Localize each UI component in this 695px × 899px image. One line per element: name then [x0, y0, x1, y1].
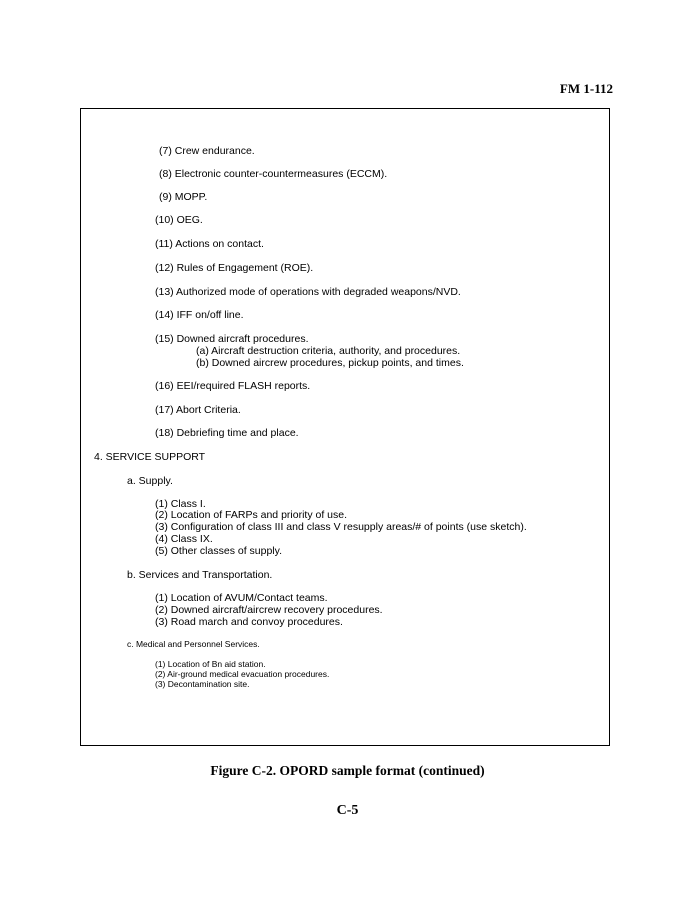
list-item: (4) Class IX.	[155, 533, 213, 545]
list-item: (5) Other classes of supply.	[155, 545, 283, 557]
list-item: (1) Class I.	[155, 498, 206, 510]
figure-caption: Figure C-2. OPORD sample format (continued)	[210, 763, 485, 778]
list-item: (12) Rules of Engagement (ROE).	[155, 262, 314, 274]
subsection-heading: c. Medical and Personnel Services.	[127, 639, 260, 649]
list-item: (7) Crew endurance.	[159, 145, 255, 157]
list-item: (11) Actions on contact.	[155, 238, 264, 250]
list-item: (14) IFF on/off line.	[155, 309, 244, 321]
subsection-heading: b. Services and Transportation.	[127, 569, 273, 581]
list-item: (3) Road march and convoy procedures.	[155, 616, 343, 628]
list-subitem: (a) Aircraft destruction criteria, authority, and procedures.	[196, 345, 461, 357]
list-item: (2) Location of FARPs and priority of use.	[155, 509, 348, 521]
list-item: (18) Debriefing time and place.	[155, 427, 299, 439]
section-heading: 4. SERVICE SUPPORT	[94, 451, 206, 463]
list-item: (9) MOPP.	[159, 191, 208, 203]
list-item: (1) Location of Bn aid station.	[155, 659, 266, 669]
list-item: (3) Decontamination site.	[155, 679, 250, 689]
list-item: (8) Electronic counter-countermeasures (ECCM).	[159, 168, 388, 180]
list-item: (1) Location of AVUM/Contact teams.	[155, 592, 328, 604]
document-id: FM 1-112	[559, 81, 613, 96]
list-item: (16) EEI/required FLASH reports.	[155, 380, 311, 392]
list-item: (2) Downed aircraft/aircrew recovery procedures.	[155, 604, 383, 616]
list-item: (13) Authorized mode of operations with degraded weapons/NVD.	[155, 286, 461, 298]
list-item: (15) Downed aircraft procedures.	[155, 333, 309, 345]
list-item: (10) OEG.	[155, 214, 203, 226]
list-item: (3) Configuration of class III and class V resupply areas/# of points (use sketch).	[155, 521, 527, 533]
list-item: (2) Air-ground medical evacuation procedures.	[155, 669, 330, 679]
list-subitem: (b) Downed aircrew procedures, pickup points, and times.	[196, 357, 464, 369]
subsection-heading: a. Supply.	[127, 475, 173, 487]
list-item: (17) Abort Criteria.	[155, 404, 241, 416]
page-number: C-5	[336, 803, 359, 818]
